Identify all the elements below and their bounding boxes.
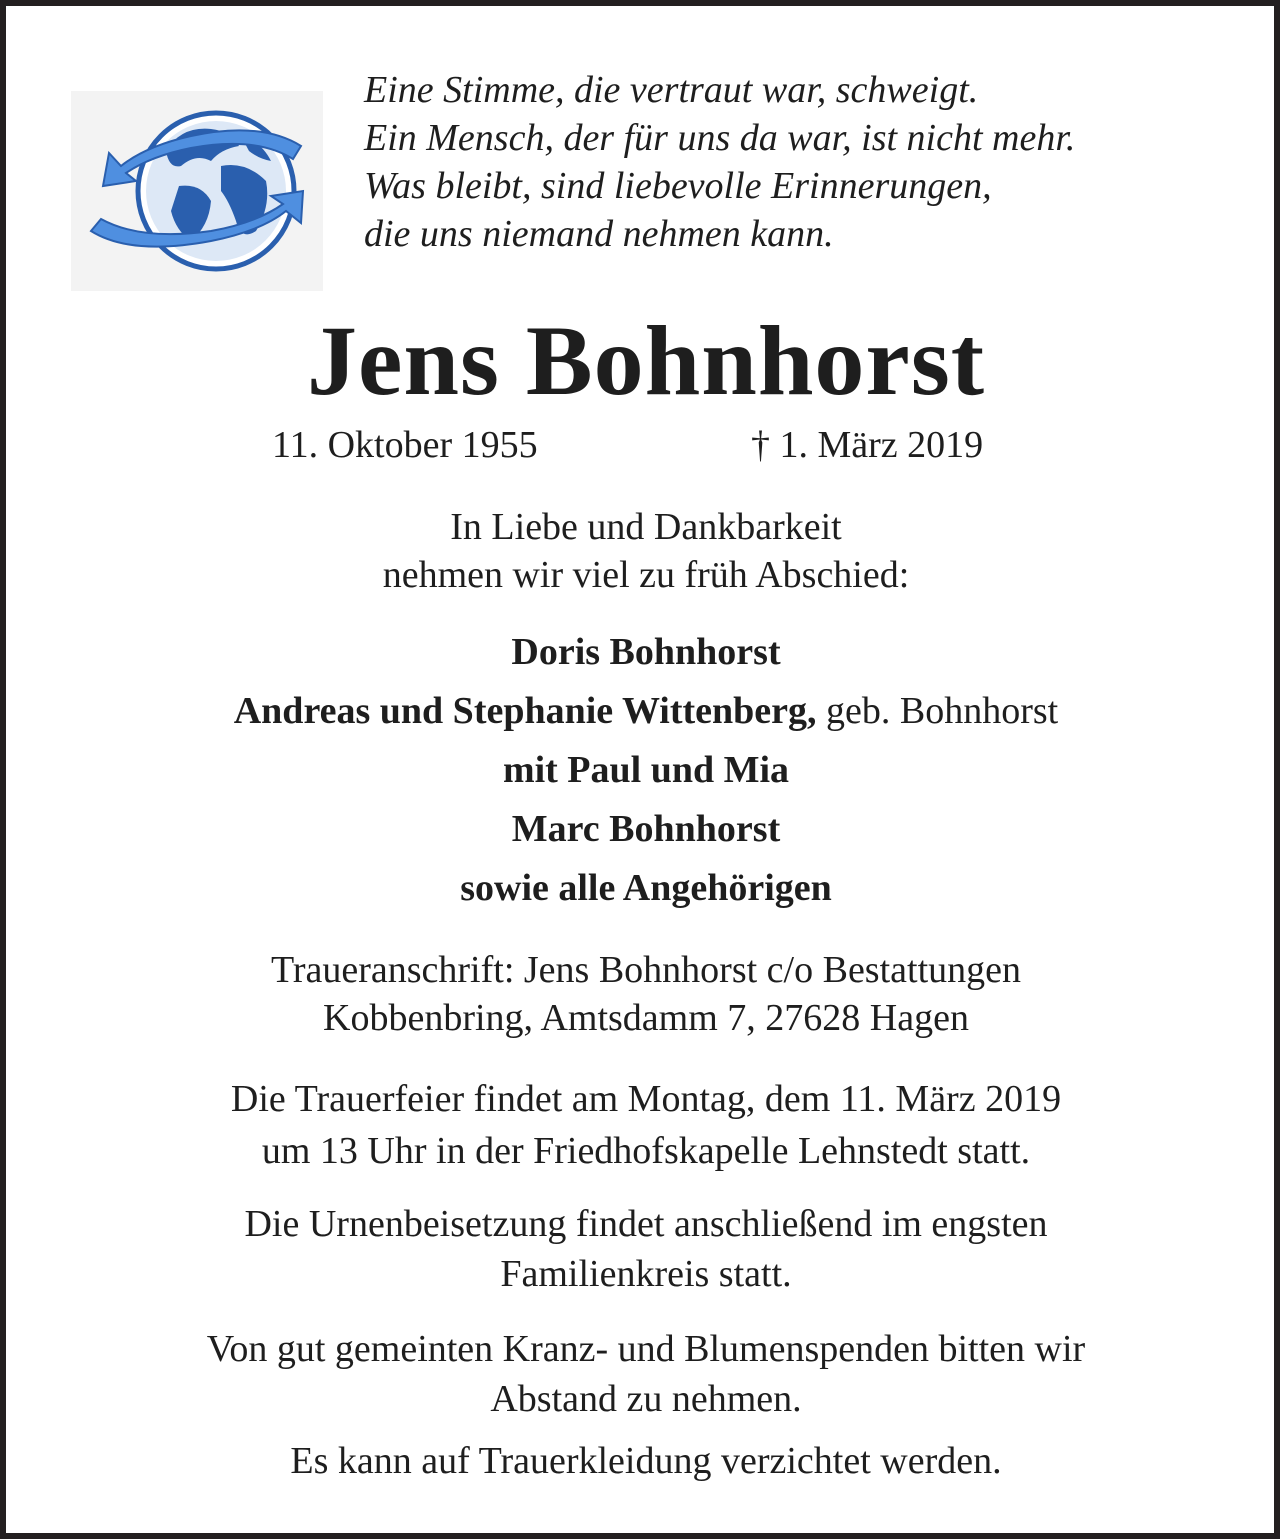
poem <box>364 66 1264 258</box>
intro-line: In Liebe und Dankbarkeit <box>450 506 842 548</box>
urn-line: Die Urnenbeisetzung findet anschließend im engsten <box>244 1203 1048 1245</box>
logo <box>71 91 323 291</box>
intro-text <box>6 503 1280 599</box>
globe-with-arrow-icon <box>71 91 323 291</box>
poem-line: Eine Stimme, die vertraut war, schweigt. <box>364 69 979 111</box>
mourners-list <box>6 623 1280 918</box>
deceased-name: Jens Bohnhorst <box>306 305 986 416</box>
mourner-line: sowie alle Angehörigen <box>460 867 832 909</box>
poem-line: die uns niemand nehmen kann. <box>364 213 834 255</box>
address-line: Kobbenbring, Amtsdamm 7, 27628 Hagen <box>323 997 969 1039</box>
poem-line: Was bleibt, sind liebevolle Erinnerungen, <box>364 165 992 207</box>
poem-line: Ein Mensch, der für uns da war, ist nicht mehr. <box>364 117 1076 159</box>
urn-line: Familienkreis statt. <box>500 1253 792 1295</box>
flowers-line: Von gut gemeinten Kranz- und Blumenspenden bitten wir <box>206 1328 1086 1370</box>
death-date: † 1. März 2019 <box>751 424 984 466</box>
mourner-maiden-name: geb. Bohnhorst <box>816 690 1059 732</box>
mourner-line <box>6 682 1280 741</box>
mourner-line: mit Paul und Mia <box>502 749 790 791</box>
mourner-names: Andreas und Stephanie Wittenberg, <box>233 690 817 732</box>
flowers-line: Abstand zu nehmen. <box>490 1378 802 1420</box>
service-line: Die Trauerfeier findet am Montag, dem 11. März 2019 <box>230 1078 1062 1120</box>
service-line: um 13 Uhr in der Friedhofskapelle Lehnstedt statt. <box>261 1130 1031 1172</box>
mourning-address <box>6 946 1280 1042</box>
mourner-line: Doris Bohnhorst <box>511 631 781 673</box>
funeral-service-info <box>6 1073 1280 1177</box>
birth-date: 11. Oktober 1955 <box>272 424 538 466</box>
flowers-note <box>6 1324 1280 1424</box>
clothing-note <box>6 1436 1280 1486</box>
urn-burial-info <box>6 1199 1280 1299</box>
intro-line: nehmen wir viel zu früh Abschied: <box>382 554 910 596</box>
address-line: Traueranschrift: Jens Bohnhorst c/o Bestattungen <box>270 949 1022 991</box>
clothing-line: Es kann auf Trauerkleidung verzichtet werden. <box>290 1440 1002 1482</box>
mourner-line: Marc Bohnhorst <box>511 808 781 850</box>
